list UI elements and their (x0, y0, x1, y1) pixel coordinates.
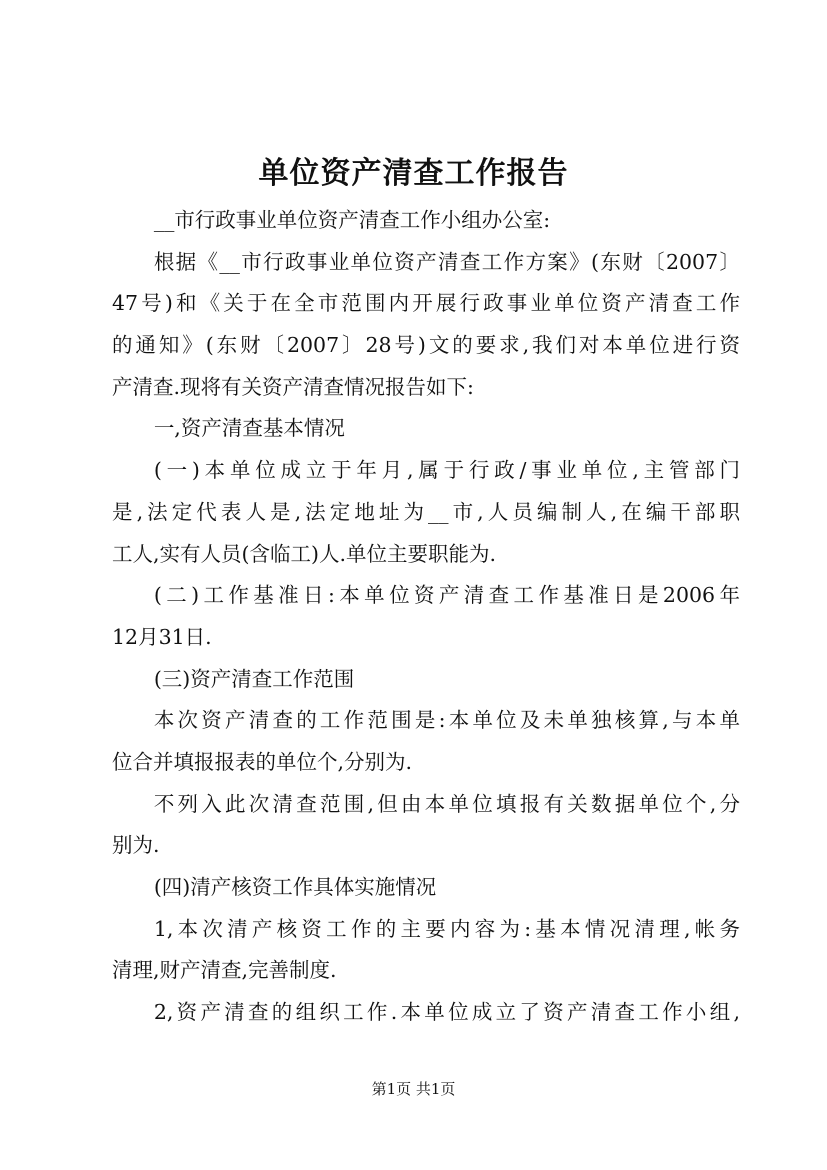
page-footer: 第1页 共1页 (371, 1080, 456, 1098)
document-title: 单位资产清查工作报告 (258, 156, 569, 191)
text-line: 2,资产清查的组织工作.本单位成立了资产清查工作小组, (153, 1000, 740, 1025)
text-line: 的通知》(东财〔2007〕28号)文的要求,我们对本单位进行资 (112, 333, 740, 358)
text-line: 别为. (112, 833, 160, 858)
text-line: (四)清产核资工作具体实施情况 (153, 875, 437, 899)
text-line: 清理,财产清查,完善制度. (112, 958, 337, 983)
text-line: 12月31日. (112, 624, 212, 649)
text-line: (三)资产清查工作范围 (153, 666, 355, 691)
text-line: 位合并填报报表的单位个,分别为. (112, 749, 413, 774)
text-line: 1,本次清产核资工作的主要内容为:基本情况清理,帐务 (153, 916, 740, 941)
text-line: 不列入此次清查范围,但由本单位填报有关数据单位个,分 (153, 791, 740, 816)
text-line: 本次资产清查的工作范围是:本单位及未单独核算,与本单 (153, 708, 740, 733)
document-body (112, 200, 740, 1034)
text-line: 工人,实有人员(含临工)人.单位主要职能为. (112, 541, 497, 566)
text-line: 是,法定代表人是,法定地址为__市,人员编制人,在编干部职 (112, 499, 740, 524)
text-line: (二)工作基准日:本单位资产清查工作基准日是2006年 (153, 583, 740, 608)
text-line: 一,资产清查基本情况 (153, 416, 345, 441)
text-line: 47号)和《关于在全市范围内开展行政事业单位资产清查工作 (112, 291, 740, 316)
text-line: __市行政事业单位资产清查工作小组办公室: (153, 208, 551, 232)
text-line: 根据《__市行政事业单位资产清查工作方案》(东财〔2007〕 (153, 249, 740, 274)
text-line: (一)本单位成立于年月,属于行政/事业单位,主管部门 (153, 458, 740, 483)
text-line: 产清查.现将有关资产清查情况报告如下: (112, 374, 474, 399)
